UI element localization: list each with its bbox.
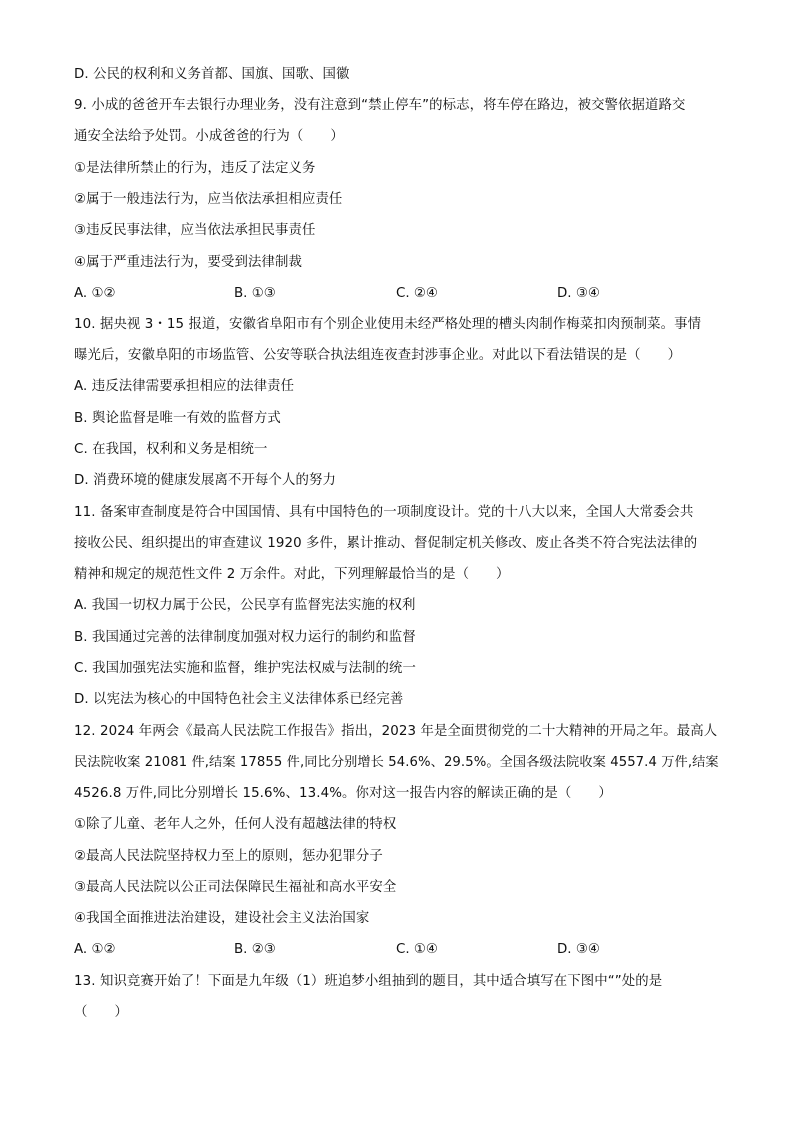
q11-stem-line2: 接收公民、组织提出的审查建议 1920 多件，累计推动、督促制定机关修改、废止各类不符合宪法法律的: [74, 536, 698, 551]
q11-option-b: B. 我国通过完善的法律制度加强对权力运行的制约和监督: [74, 630, 416, 645]
q9-statement-1: ①是法律所禁止的行为，违反了法定义务: [74, 161, 316, 176]
q9-option-d: D. ③④: [557, 286, 600, 301]
q12-option-b: B. ②③: [234, 942, 276, 957]
q9-statement-2: ②属于一般违法行为，应当依法承担相应责任: [74, 192, 343, 207]
q9-stem-line1: 9. 小成的爸爸开车去银行办理业务，没有注意到“禁止停车”的标志，将车停在路边，被交警依据道路交: [74, 98, 686, 113]
q9-option-b: B. ①③: [234, 286, 276, 301]
q12-statement-3: ③最高人民法院以公正司法保障民生福祉和高水平安全: [74, 880, 397, 895]
q12-option-c: C. ①④: [396, 942, 438, 957]
q9-stem-line2: 通安全法给予处罚。小成爸爸的行为（ ）: [74, 129, 344, 144]
q9-option-a: A. ①②: [74, 286, 116, 301]
q13-stem-line1: 13. 知识竞赛开始了！下面是九年级（1）班追梦小组抽到的题目，其中适合填写在下图中“”处的是: [74, 974, 663, 989]
q12-statement-4: ④我国全面推进法治建设，建设社会主义法治国家: [74, 911, 370, 926]
q12-option-d: D. ③④: [557, 942, 600, 957]
q11-option-a: A. 我国一切权力属于公民，公民享有监督宪法实施的权利: [74, 598, 416, 613]
q11-stem-line1: 11. 备案审查制度是符合中国国情、具有中国特色的一项制度设计。党的十八大以来，全国人大常委会共: [74, 505, 694, 520]
q9-options: [0, 285, 794, 303]
q12-option-a: A. ①②: [74, 942, 116, 957]
q11-stem-line3: 精神和规定的规范性文件 2 万余件。对此，下列理解最恰当的是（ ）: [74, 567, 510, 582]
q12-statement-1: ①除了儿童、老年人之外，任何人没有超越法律的特权: [74, 817, 397, 832]
q12-stem-line3: 4526.8 万件,同比分别增长 15.6%、13.4%。你对这一报告内容的解读正确的是（ ）: [74, 786, 612, 801]
q11-option-d: D. 以宪法为核心的中国特色社会主义法律体系已经完善: [74, 692, 404, 707]
q9-option-c: C. ②④: [396, 286, 438, 301]
q9-statement-4: ④属于严重违法行为，要受到法律制裁: [74, 255, 302, 270]
q13-stem-line2: （ ）: [74, 1005, 128, 1020]
q12-stem-line1: 12. 2024 年两会《最高人民法院工作报告》指出，2023 年是全面贯彻党的二十大精神的开局之年。最高人: [74, 724, 718, 739]
q10-option-a: A. 违反法律需要承担相应的法律责任: [74, 379, 295, 394]
q10-option-c: C. 在我国，权利和义务是相统一: [74, 442, 268, 457]
q10-stem-line2: 曝光后，安徽阜阳的市场监管、公安等联合执法组连夜查封涉事企业。对此以下看法错误的是（ ）: [74, 348, 682, 363]
q10-option-d: D. 消费环境的健康发展离不开每个人的努力: [74, 473, 336, 488]
q12-statement-2: ②最高人民法院坚持权力至上的原则，惩办犯罪分子: [74, 849, 383, 864]
q11-option-c: C. 我国加强宪法实施和监督，维护宪法权威与法制的统一: [74, 661, 416, 676]
q12-options: [0, 941, 794, 959]
q9-statement-3: ③违反民事法律，应当依法承担民事责任: [74, 223, 316, 238]
q10-option-b: B. 舆论监督是唯一有效的监督方式: [74, 411, 281, 426]
q12-stem-line2: 民法院收案 21081 件,结案 17855 件,同比分别增长 54.6%、29.5%。全国各级法院收案 4557.4 万件,结案: [74, 755, 719, 770]
q8-option-d: D. 公民的权利和义务首都、国旗、国歌、国徽: [74, 67, 350, 82]
q10-stem-line1: 10. 据央视 3・15 报道，安徽省阜阳市有个别企业使用未经严格处理的槽头肉制作梅菜扣肉预制菜。事情: [74, 317, 702, 332]
